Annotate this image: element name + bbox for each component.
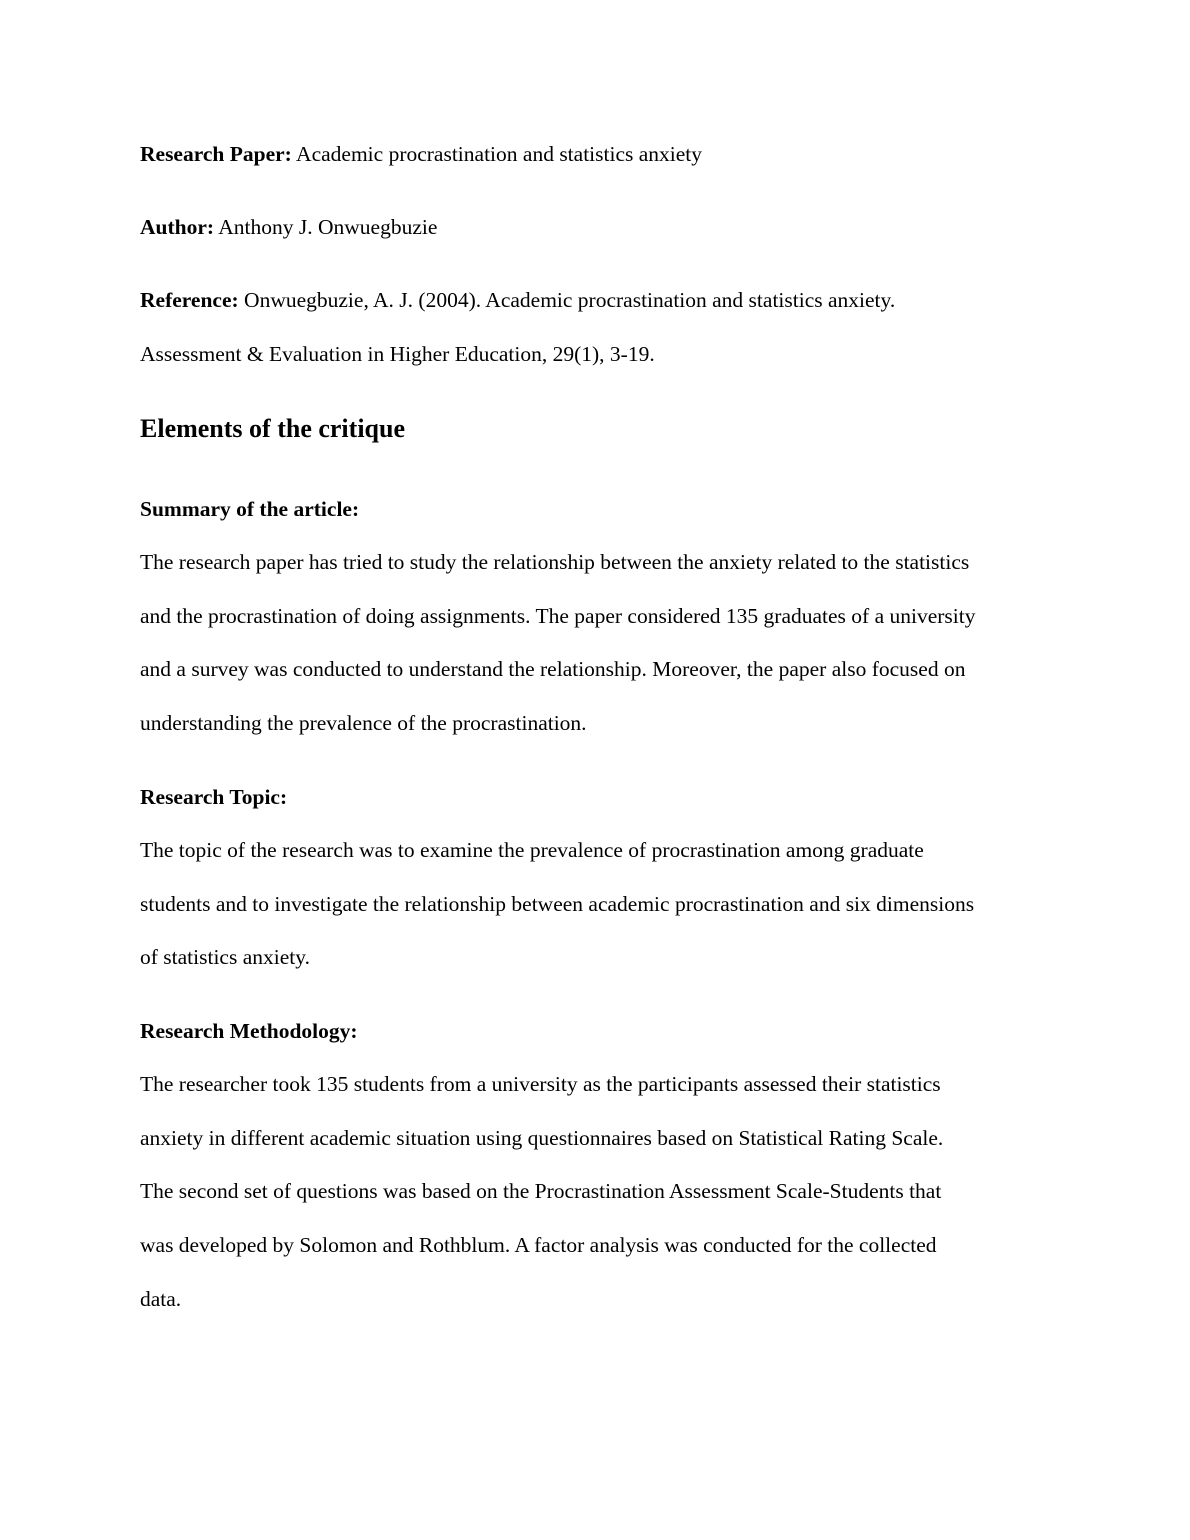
reference-text-2: Assessment & Evaluation in Higher Education, 29(1), 3-19. — [140, 342, 655, 366]
paragraph-line: data. — [140, 1286, 182, 1311]
paragraph-line: and the procrastination of doing assignments. The paper considered 135 graduates of a university — [140, 603, 976, 628]
author-name: Anthony J. Onwuegbuzie — [218, 215, 438, 239]
section-title-summary: Summary of the article: — [140, 497, 360, 521]
section-body-summary — [140, 536, 1060, 751]
critique-heading: Elements of the critique — [140, 414, 406, 443]
paragraph-line: of statistics anxiety. — [140, 945, 310, 970]
section-title-topic: Research Topic: — [140, 785, 288, 809]
paragraph-line: students and to investigate the relationship between academic procrastination and six dimensions — [140, 891, 975, 916]
paragraph-line: understanding the prevalence of the procrastination. — [140, 711, 587, 736]
paragraph-line: and a survey was conducted to understand the relationship. Moreover, the paper also focused on — [140, 657, 966, 682]
paragraph-line: anxiety in different academic situation using questionnaires based on Statistical Rating Scale. — [140, 1125, 944, 1150]
section-body-methodology — [140, 1058, 1060, 1327]
paragraph-line: The researcher took 135 students from a university as the participants assessed their statistics — [140, 1072, 941, 1096]
paper-label: Research Paper: — [140, 142, 292, 166]
paper-title: Academic procrastination and statistics anxiety — [296, 142, 703, 166]
section-body-topic — [140, 824, 1060, 985]
reference-text-1: Onwuegbuzie, A. J. (2004). Academic procrastination and statistics anxiety. — [244, 288, 896, 312]
paragraph-line: was developed by Solomon and Rothblum. A factor analysis was conducted for the collected — [140, 1233, 937, 1258]
reference-label: Reference: — [140, 288, 239, 312]
paragraph-line: The research paper has tried to study the relationship between the anxiety related to the statistics — [140, 550, 970, 574]
author-line — [140, 213, 437, 241]
paper-title-line — [140, 140, 702, 168]
paragraph-line: The second set of questions was based on the Procrastination Assessment Scale-Students that — [140, 1179, 942, 1204]
paragraph-line: The topic of the research was to examine the prevalence of procrastination among graduate — [140, 838, 924, 862]
reference-line-2 — [140, 340, 655, 368]
section-title-methodology: Research Methodology: — [140, 1019, 358, 1043]
reference-line-1 — [140, 286, 895, 314]
author-label: Author: — [140, 215, 215, 239]
